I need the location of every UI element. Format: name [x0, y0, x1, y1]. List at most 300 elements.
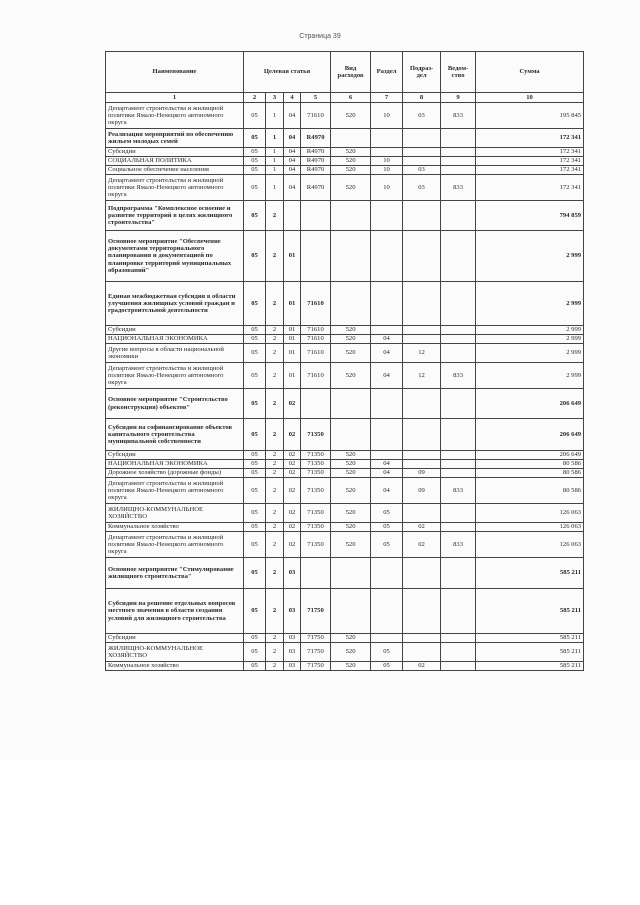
subsection-cell — [403, 504, 441, 523]
direction-code-cell — [301, 201, 331, 231]
department-cell — [441, 451, 476, 460]
section-cell: 04 — [371, 344, 403, 363]
direction-code-cell: 71750 — [301, 643, 331, 662]
program-code-cell: 05 — [244, 103, 266, 129]
expense-type-cell — [331, 129, 371, 148]
department-cell — [441, 634, 476, 643]
subsection-cell — [403, 634, 441, 643]
expense-type-cell: 520 — [331, 469, 371, 478]
sum-cell: 2 999 — [476, 231, 584, 282]
sum-cell: 585 211 — [476, 662, 584, 671]
department-cell: 833 — [441, 175, 476, 201]
subprogram-code-cell: 2 — [266, 326, 284, 335]
department-cell — [441, 129, 476, 148]
section-cell — [371, 558, 403, 589]
subsection-cell: 09 — [403, 469, 441, 478]
table-row — [106, 335, 584, 344]
department-cell — [441, 504, 476, 523]
section-cell — [371, 389, 403, 419]
sum-cell: 126 063 — [476, 532, 584, 558]
direction-code-cell: R4970 — [301, 148, 331, 157]
subprogram-code-cell: 2 — [266, 201, 284, 231]
subprogram-code-cell: 2 — [266, 523, 284, 532]
section-cell: 04 — [371, 469, 403, 478]
sum-cell: 126 063 — [476, 523, 584, 532]
row-name-cell: Основное мероприятие "Обеспечение документами территориального планирования и документацией по планировке территорий муниципальных образований" — [106, 231, 244, 282]
section-cell — [371, 148, 403, 157]
row-name-cell: Социальное обеспечение населения — [106, 166, 244, 175]
header-target-article: Целевая статья — [244, 52, 331, 93]
expense-type-cell — [331, 419, 371, 451]
program-code-cell: 05 — [244, 532, 266, 558]
table-row — [106, 662, 584, 671]
row-name-cell: ЖИЛИЩНО-КОММУНАЛЬНОЕ ХОЗЯЙСТВО — [106, 504, 244, 523]
expense-type-cell: 520 — [331, 103, 371, 129]
subprogram-code-cell: 2 — [266, 589, 284, 634]
subprogram-code-cell: 2 — [266, 478, 284, 504]
department-cell — [441, 335, 476, 344]
subsection-cell: 09 — [403, 478, 441, 504]
event-code-cell: 02 — [284, 469, 301, 478]
expense-type-cell — [331, 231, 371, 282]
direction-code-cell: 71610 — [301, 326, 331, 335]
table-row — [106, 589, 584, 634]
subsection-cell — [403, 419, 441, 451]
department-cell: 833 — [441, 532, 476, 558]
department-cell: 833 — [441, 363, 476, 389]
subsection-cell — [403, 558, 441, 589]
event-code-cell: 01 — [284, 363, 301, 389]
section-cell: 05 — [371, 532, 403, 558]
section-cell — [371, 634, 403, 643]
subprogram-code-cell: 2 — [266, 231, 284, 282]
expense-type-cell: 520 — [331, 363, 371, 389]
table-row — [106, 282, 584, 326]
subsection-cell: 03 — [403, 175, 441, 201]
subsection-cell — [403, 451, 441, 460]
subprogram-code-cell: 2 — [266, 662, 284, 671]
header-name: Наименование — [106, 52, 244, 93]
subsection-cell — [403, 282, 441, 326]
direction-code-cell: R4970 — [301, 166, 331, 175]
expense-type-cell: 520 — [331, 634, 371, 643]
expense-type-cell: 520 — [331, 335, 371, 344]
section-cell — [371, 282, 403, 326]
table-row — [106, 643, 584, 662]
row-name-cell: Основное мероприятие "Строительство (реконструкция) объектов" — [106, 389, 244, 419]
direction-code-cell: R4970 — [301, 157, 331, 166]
department-cell — [441, 148, 476, 157]
program-code-cell: 05 — [244, 662, 266, 671]
subprogram-code-cell: 2 — [266, 634, 284, 643]
program-code-cell: 05 — [244, 175, 266, 201]
header-section: Раздел — [371, 52, 403, 93]
subsection-cell — [403, 335, 441, 344]
table-row — [106, 166, 584, 175]
direction-code-cell: 71350 — [301, 469, 331, 478]
program-code-cell: 05 — [244, 460, 266, 469]
subprogram-code-cell: 2 — [266, 282, 284, 326]
direction-code-cell: 71750 — [301, 589, 331, 634]
column-number: 4 — [284, 93, 301, 103]
subprogram-code-cell: 2 — [266, 504, 284, 523]
column-number: 7 — [371, 93, 403, 103]
section-cell — [371, 201, 403, 231]
section-cell: 04 — [371, 460, 403, 469]
section-cell: 04 — [371, 363, 403, 389]
row-name-cell: Подпрограмма "Комплексное освоение и развитие территорий в целях жилищного строительства" — [106, 201, 244, 231]
section-cell: 10 — [371, 166, 403, 175]
subsection-cell: 02 — [403, 662, 441, 671]
subsection-cell — [403, 326, 441, 335]
expense-type-cell: 520 — [331, 643, 371, 662]
direction-code-cell — [301, 389, 331, 419]
table-row — [106, 175, 584, 201]
program-code-cell: 05 — [244, 558, 266, 589]
program-code-cell: 05 — [244, 504, 266, 523]
row-name-cell: Субсидии — [106, 451, 244, 460]
direction-code-cell: R4970 — [301, 175, 331, 201]
subprogram-code-cell: 1 — [266, 103, 284, 129]
table-row — [106, 389, 584, 419]
section-cell: 04 — [371, 335, 403, 344]
sum-cell: 206 649 — [476, 451, 584, 460]
program-code-cell: 05 — [244, 469, 266, 478]
subprogram-code-cell: 1 — [266, 157, 284, 166]
program-code-cell: 05 — [244, 363, 266, 389]
expense-type-cell: 520 — [331, 148, 371, 157]
expense-type-cell: 520 — [331, 478, 371, 504]
table-row — [106, 419, 584, 451]
section-cell — [371, 589, 403, 634]
department-cell — [441, 419, 476, 451]
row-name-cell: НАЦИОНАЛЬНАЯ ЭКОНОМИКА — [106, 335, 244, 344]
subprogram-code-cell: 2 — [266, 532, 284, 558]
program-code-cell: 05 — [244, 335, 266, 344]
direction-code-cell: 71750 — [301, 634, 331, 643]
table-row — [106, 504, 584, 523]
event-code-cell: 02 — [284, 523, 301, 532]
expense-type-cell — [331, 558, 371, 589]
expense-type-cell: 520 — [331, 504, 371, 523]
row-name-cell: Субсидии — [106, 634, 244, 643]
event-code-cell: 03 — [284, 558, 301, 589]
subprogram-code-cell: 1 — [266, 166, 284, 175]
sum-cell: 80 586 — [476, 478, 584, 504]
event-code-cell: 02 — [284, 460, 301, 469]
section-cell: 10 — [371, 157, 403, 166]
row-name-cell: Коммунальное хозяйство — [106, 662, 244, 671]
direction-code-cell: 71350 — [301, 523, 331, 532]
sum-cell: 206 649 — [476, 389, 584, 419]
sum-cell: 172 341 — [476, 148, 584, 157]
program-code-cell: 05 — [244, 166, 266, 175]
subprogram-code-cell: 2 — [266, 419, 284, 451]
direction-code-cell: 71610 — [301, 282, 331, 326]
department-cell: 833 — [441, 478, 476, 504]
expense-type-cell: 520 — [331, 532, 371, 558]
event-code-cell: 04 — [284, 166, 301, 175]
event-code-cell: 01 — [284, 326, 301, 335]
program-code-cell: 05 — [244, 231, 266, 282]
table-row — [106, 157, 584, 166]
direction-code-cell: 71350 — [301, 478, 331, 504]
event-code-cell: 02 — [284, 504, 301, 523]
program-code-cell: 05 — [244, 282, 266, 326]
row-name-cell: Департамент строительства и жилищной политики Ямало-Ненецкого автономного округа — [106, 532, 244, 558]
program-code-cell: 05 — [244, 389, 266, 419]
row-name-cell: Коммунальное хозяйство — [106, 523, 244, 532]
section-cell: 05 — [371, 504, 403, 523]
program-code-cell: 05 — [244, 523, 266, 532]
table-row — [106, 634, 584, 643]
subsection-cell: 03 — [403, 166, 441, 175]
event-code-cell: 04 — [284, 148, 301, 157]
department-cell — [441, 201, 476, 231]
department-cell — [441, 558, 476, 589]
department-cell — [441, 589, 476, 634]
row-name-cell: ЖИЛИЩНО-КОММУНАЛЬНОЕ ХОЗЯЙСТВО — [106, 643, 244, 662]
row-name-cell: НАЦИОНАЛЬНАЯ ЭКОНОМИКА — [106, 460, 244, 469]
sum-cell: 172 341 — [476, 166, 584, 175]
sum-cell: 2 999 — [476, 363, 584, 389]
program-code-cell: 05 — [244, 326, 266, 335]
row-name-cell: СОЦИАЛЬНАЯ ПОЛИТИКА — [106, 157, 244, 166]
department-cell — [441, 662, 476, 671]
subsection-cell — [403, 589, 441, 634]
subprogram-code-cell: 2 — [266, 344, 284, 363]
sum-cell: 585 211 — [476, 643, 584, 662]
subsection-cell: 02 — [403, 532, 441, 558]
program-code-cell: 05 — [244, 634, 266, 643]
department-cell — [441, 231, 476, 282]
table-row — [106, 451, 584, 460]
column-number: 6 — [331, 93, 371, 103]
expense-type-cell — [331, 389, 371, 419]
event-code-cell: 04 — [284, 129, 301, 148]
row-name-cell: Департамент строительства и жилищной политики Ямало-Ненецкого автономного округа — [106, 363, 244, 389]
sum-cell: 2 999 — [476, 335, 584, 344]
sum-cell: 172 341 — [476, 129, 584, 148]
direction-code-cell: 71350 — [301, 504, 331, 523]
department-cell — [441, 344, 476, 363]
department-cell — [441, 282, 476, 326]
sum-cell: 2 999 — [476, 344, 584, 363]
subprogram-code-cell: 1 — [266, 129, 284, 148]
section-cell: 10 — [371, 175, 403, 201]
subsection-cell — [403, 157, 441, 166]
column-number: 10 — [476, 93, 584, 103]
direction-code-cell: 71750 — [301, 662, 331, 671]
budget-table — [105, 51, 584, 671]
program-code-cell: 05 — [244, 129, 266, 148]
section-cell — [371, 326, 403, 335]
expense-type-cell — [331, 282, 371, 326]
header-sum: Сумма — [476, 52, 584, 93]
column-number: 3 — [266, 93, 284, 103]
table-row — [106, 201, 584, 231]
subprogram-code-cell: 2 — [266, 558, 284, 589]
program-code-cell: 05 — [244, 419, 266, 451]
event-code-cell: 03 — [284, 589, 301, 634]
table-row — [106, 558, 584, 589]
subsection-cell: 12 — [403, 344, 441, 363]
table-row — [106, 326, 584, 335]
row-name-cell: Департамент строительства и жилищной политики Ямало-Ненецкого автономного округа — [106, 103, 244, 129]
event-code-cell: 02 — [284, 478, 301, 504]
row-name-cell: Основное мероприятие "Стимулирование жилищного строительства" — [106, 558, 244, 589]
direction-code-cell: 71610 — [301, 363, 331, 389]
expense-type-cell: 520 — [331, 175, 371, 201]
subprogram-code-cell: 1 — [266, 175, 284, 201]
sum-cell: 126 063 — [476, 504, 584, 523]
row-name-cell: Дорожное хозяйство (дорожные фонды) — [106, 469, 244, 478]
sum-cell: 585 211 — [476, 589, 584, 634]
direction-code-cell: 71350 — [301, 419, 331, 451]
direction-code-cell: 71350 — [301, 451, 331, 460]
event-code-cell: 04 — [284, 103, 301, 129]
event-code-cell: 01 — [284, 344, 301, 363]
event-code-cell — [284, 201, 301, 231]
sum-cell: 206 649 — [476, 419, 584, 451]
sum-cell: 172 341 — [476, 157, 584, 166]
department-cell — [441, 523, 476, 532]
expense-type-cell — [331, 589, 371, 634]
row-name-cell: Субсидии на решение отдельных вопросов местного значения в области создания условий для жилищного строительства — [106, 589, 244, 634]
subsection-cell — [403, 231, 441, 282]
department-cell — [441, 460, 476, 469]
subsection-cell: 12 — [403, 363, 441, 389]
sum-cell: 172 341 — [476, 175, 584, 201]
expense-type-cell: 520 — [331, 662, 371, 671]
table-row — [106, 129, 584, 148]
section-cell: 04 — [371, 478, 403, 504]
program-code-cell: 05 — [244, 589, 266, 634]
sum-cell: 195 845 — [476, 103, 584, 129]
row-name-cell: Субсидии на софинансирование объектов капитального строительства муниципальной собственности — [106, 419, 244, 451]
header-subsection: Подраз-дел — [403, 52, 441, 93]
subsection-cell — [403, 389, 441, 419]
direction-code-cell — [301, 231, 331, 282]
program-code-cell: 05 — [244, 157, 266, 166]
column-number: 1 — [106, 93, 244, 103]
subsection-cell — [403, 460, 441, 469]
event-code-cell: 02 — [284, 532, 301, 558]
expense-type-cell — [331, 201, 371, 231]
direction-code-cell: 71350 — [301, 532, 331, 558]
department-cell — [441, 643, 476, 662]
sum-cell: 794 859 — [476, 201, 584, 231]
subprogram-code-cell: 2 — [266, 335, 284, 344]
column-number: 8 — [403, 93, 441, 103]
subprogram-code-cell: 2 — [266, 460, 284, 469]
expense-type-cell: 520 — [331, 157, 371, 166]
column-number: 2 — [244, 93, 266, 103]
event-code-cell: 03 — [284, 643, 301, 662]
blank-margin — [0, 760, 640, 905]
event-code-cell: 01 — [284, 231, 301, 282]
direction-code-cell: 71350 — [301, 460, 331, 469]
row-name-cell: Субсидии — [106, 326, 244, 335]
program-code-cell: 05 — [244, 148, 266, 157]
column-number: 9 — [441, 93, 476, 103]
section-cell — [371, 129, 403, 148]
subprogram-code-cell: 2 — [266, 643, 284, 662]
column-number-row — [106, 93, 584, 103]
department-cell — [441, 157, 476, 166]
event-code-cell: 03 — [284, 634, 301, 643]
event-code-cell: 01 — [284, 282, 301, 326]
section-cell: 05 — [371, 523, 403, 532]
sum-cell: 2 999 — [476, 282, 584, 326]
row-name-cell: Субсидии — [106, 148, 244, 157]
table-row — [106, 532, 584, 558]
department-cell — [441, 326, 476, 335]
table-row — [106, 460, 584, 469]
table-row — [106, 363, 584, 389]
department-cell — [441, 469, 476, 478]
table-row — [106, 469, 584, 478]
expense-type-cell: 520 — [331, 344, 371, 363]
section-cell — [371, 451, 403, 460]
row-name-cell: Другие вопросы в области национальной экономики — [106, 344, 244, 363]
expense-type-cell: 520 — [331, 451, 371, 460]
subprogram-code-cell: 2 — [266, 451, 284, 460]
subsection-cell: 03 — [403, 103, 441, 129]
expense-type-cell: 520 — [331, 166, 371, 175]
sum-cell: 80 586 — [476, 469, 584, 478]
sum-cell: 2 999 — [476, 326, 584, 335]
program-code-cell: 05 — [244, 451, 266, 460]
table-row — [106, 478, 584, 504]
event-code-cell: 04 — [284, 157, 301, 166]
expense-type-cell: 520 — [331, 460, 371, 469]
subsection-cell — [403, 201, 441, 231]
subprogram-code-cell: 2 — [266, 469, 284, 478]
section-cell — [371, 419, 403, 451]
program-code-cell: 05 — [244, 201, 266, 231]
department-cell — [441, 389, 476, 419]
event-code-cell: 02 — [284, 389, 301, 419]
event-code-cell: 02 — [284, 419, 301, 451]
event-code-cell: 02 — [284, 451, 301, 460]
event-code-cell: 01 — [284, 335, 301, 344]
event-code-cell: 03 — [284, 662, 301, 671]
header-expense-type: Вид расходов — [331, 52, 371, 93]
program-code-cell: 05 — [244, 643, 266, 662]
table-row — [106, 344, 584, 363]
direction-code-cell: 71610 — [301, 335, 331, 344]
direction-code-cell: 71610 — [301, 344, 331, 363]
column-number: 5 — [301, 93, 331, 103]
program-code-cell: 05 — [244, 344, 266, 363]
direction-code-cell: R4970 — [301, 129, 331, 148]
subprogram-code-cell: 2 — [266, 389, 284, 419]
page-number-label: Страница 39 — [299, 33, 341, 40]
table-row — [106, 103, 584, 129]
expense-type-cell: 520 — [331, 523, 371, 532]
sum-cell: 585 211 — [476, 634, 584, 643]
table-row — [106, 523, 584, 532]
expense-type-cell: 520 — [331, 326, 371, 335]
section-cell: 10 — [371, 103, 403, 129]
row-name-cell: Департамент строительства и жилищной политики Ямало-Ненецкого автономного округа — [106, 478, 244, 504]
row-name-cell: Департамент строительства и жилищной политики Ямало-Ненецкого автономного округа — [106, 175, 244, 201]
subprogram-code-cell: 1 — [266, 148, 284, 157]
header-department: Ведом-ство — [441, 52, 476, 93]
table-row — [106, 148, 584, 157]
department-cell: 833 — [441, 103, 476, 129]
